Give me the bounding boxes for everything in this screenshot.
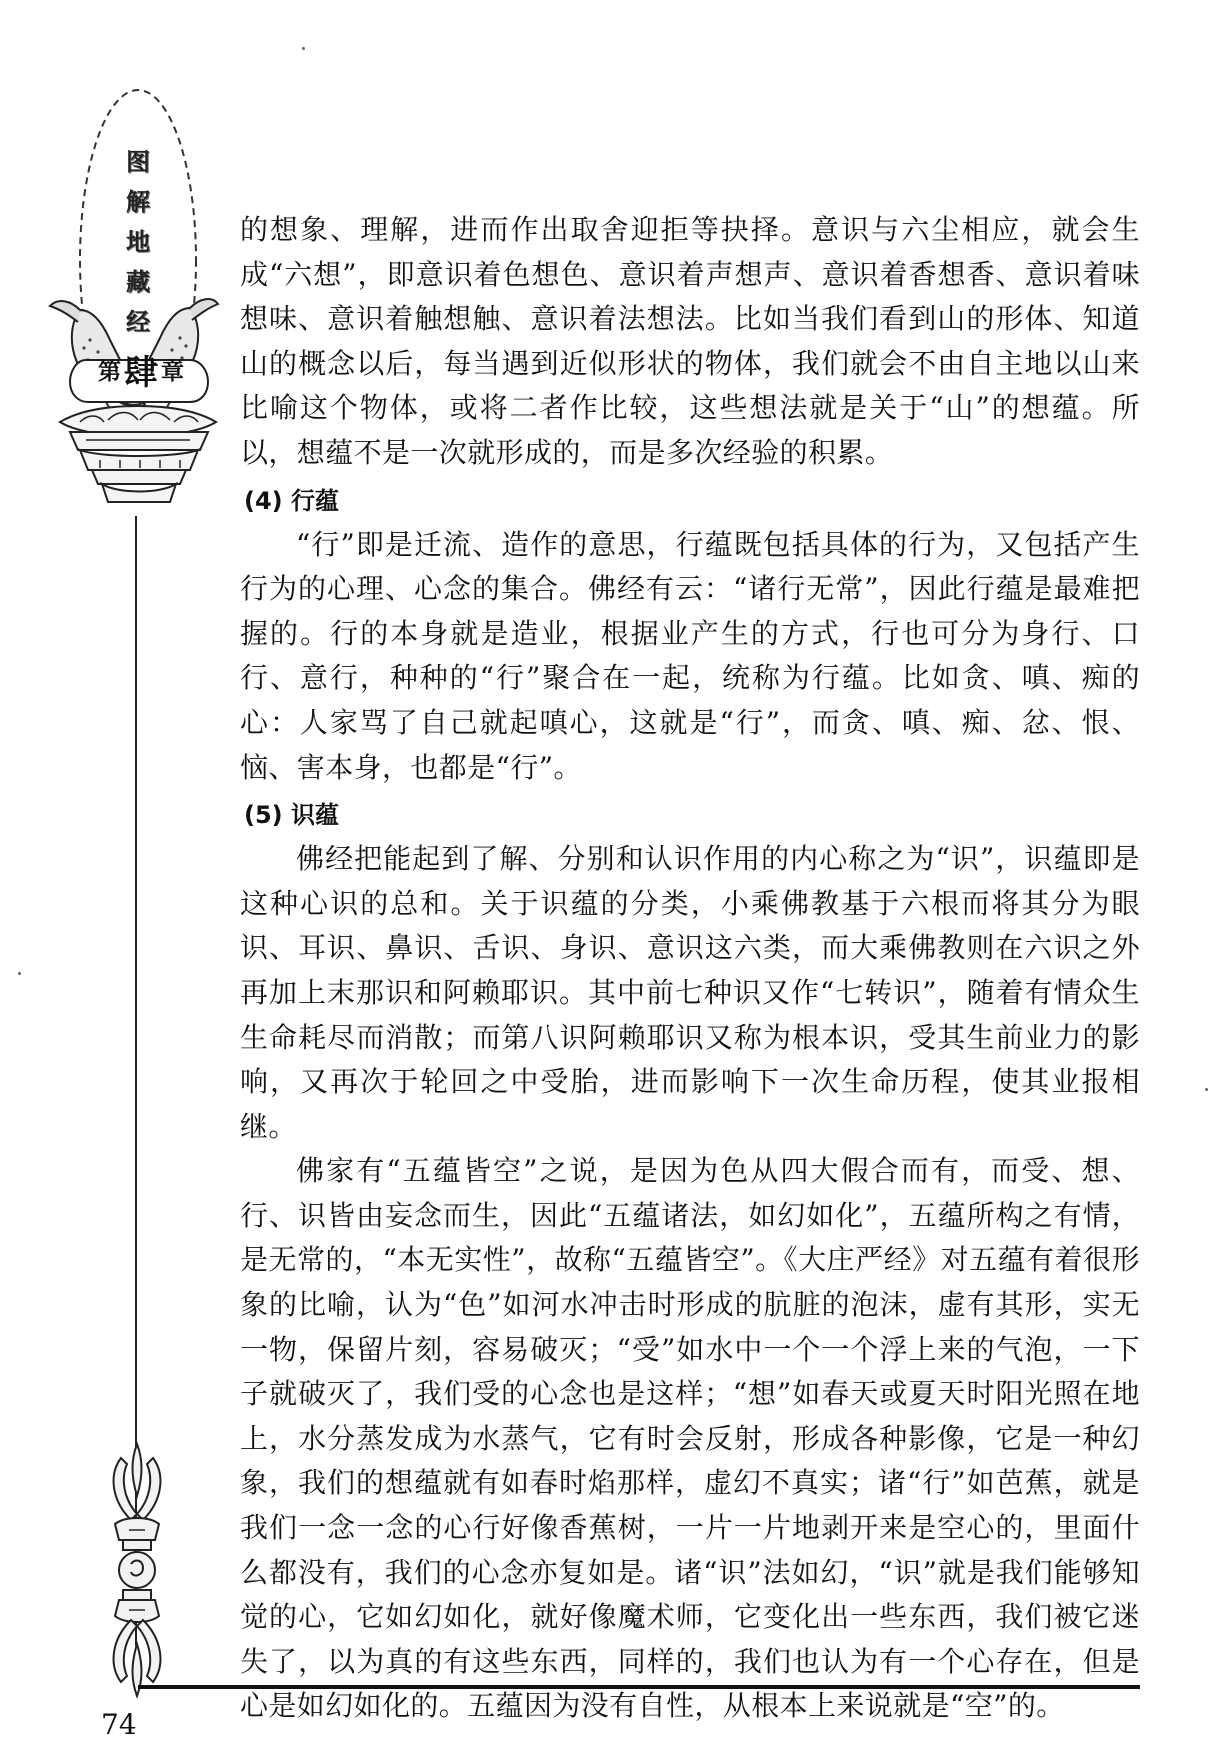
paragraph-shiyun: 佛经把能起到了解、分别和认识作用的内心称之为“识”，识蕴即是这种心识的总和。关于识蕴的分类，小乘佛教基于六根而将其分为眼识、耳识、鼻识、舌识、身识、意识这六类，而大乘佛教则在六识之外再加上末那识和阿赖耶识。其中前七种识又作“七转识”，随着有情众生生命耗尽而消散；而第八识阿赖耶识又称为根本识，受其生前业力的影响，又再次于轮回之中受胎，进而影响下一次生命历程，使其业报相继。 [240,842,1140,1143]
paragraph-xingyun: “行”即是迁流、造作的意思，行蕴既包括具体的行为，又包括产生行为的心理、心念的集合。佛经有云：“诸行无常”，因此行蕴是最难把握的。行的本身就是造业，根据业产生的方式，行也可分为身行、口行、意行，种种的“行”聚合在一起，统称为行蕴。比如贪、嗔、痴的心：人家骂了自己就起嗔心，这就是“行”，而贪、嗔、痴、忿、恨、恼、害本身，也都是“行”。 [240,527,1140,784]
chapter-prefix: 第 [98,358,121,385]
book-title-char: 地 [126,228,150,256]
book-title-char: 经 [126,308,150,336]
chapter-number: 肆 [124,352,158,393]
scan-speck [18,972,21,975]
section-heading-shiyun: (5) 识蕴 [244,801,339,830]
scan-speck [302,47,305,50]
chapter-badge [86,344,196,394]
page-number: 74 [101,1708,137,1741]
footer-rule [138,1685,1140,1689]
book-title-char: 解 [126,188,150,216]
vajra-ornament-icon [101,1440,173,1700]
chapter-suffix: 章 [161,358,184,385]
book-title-vertical [118,142,158,342]
paragraph-wuyun-kong: 佛家有“五蕴皆空”之说，是因为色从四大假合而有，而受、想、行、识皆由妄念而生，因此“五蕴诸法，如幻如化”，五蕴所构之有情，是无常的，“本无实性”，故称“五蕴皆空”。《大庄严经》对五蕴有着很形象的比喻，认为“色”如河水冲击时形成的肮脏的泡沫，虚有其形，实无一物，保留片刻，容易破灭；“受”如水中一个一个浮上来的气泡，一下子就破灭了，我们受的心念也是这样；“想”如春天或夏天时阳光照在地上，水分蒸发成为水蒸气，它有时会反射，形成各种影像，它是一种幻象，我们的想蕴就有如春时焰那样，虚幻不真实；诸“行”如芭蕉，就是我们一念一念的心行好像香蕉树，一片一片地剥开来是空心的，里面什么都没有，我们的心念亦复如是。诸“识”法如幻，“识”就是我们能够知觉的心，它如幻如化，就好像魔术师，它变化出一些东西，我们被它迷失了，以为真的有这些东西，同样的，我们也认为有一个心存在，但是心是如幻如化的。五蕴因为没有自性，从根本上来说就是“空”的。 [240,1154,1140,1723]
section-heading-xingyun: (4) 行蕴 [244,486,339,515]
book-title-char: 图 [126,148,150,176]
book-title-char: 藏 [126,268,150,296]
paragraph-continued: 的想象、理解，进而作出取舍迎拒等抉择。意识与六尘相应，就会生成“六想”，即意识着色想色、意识着声想声、意识着香想香、意识着味想味、意识着触想触、意识着法想法。比如当我们看到山的形体、知道山的概念以后，每当遇到近似形状的物体，我们就会不由自主地以山来比喻这个物体，或将二者作比较，这些想法就是关于“山”的想蕴。所以，想蕴不是一次就形成的，而是多次经验的积累。 [240,213,1140,469]
scan-speck [1205,1088,1208,1091]
lotus-pedestal-icon [60,406,216,502]
body-text [240,208,1140,1729]
